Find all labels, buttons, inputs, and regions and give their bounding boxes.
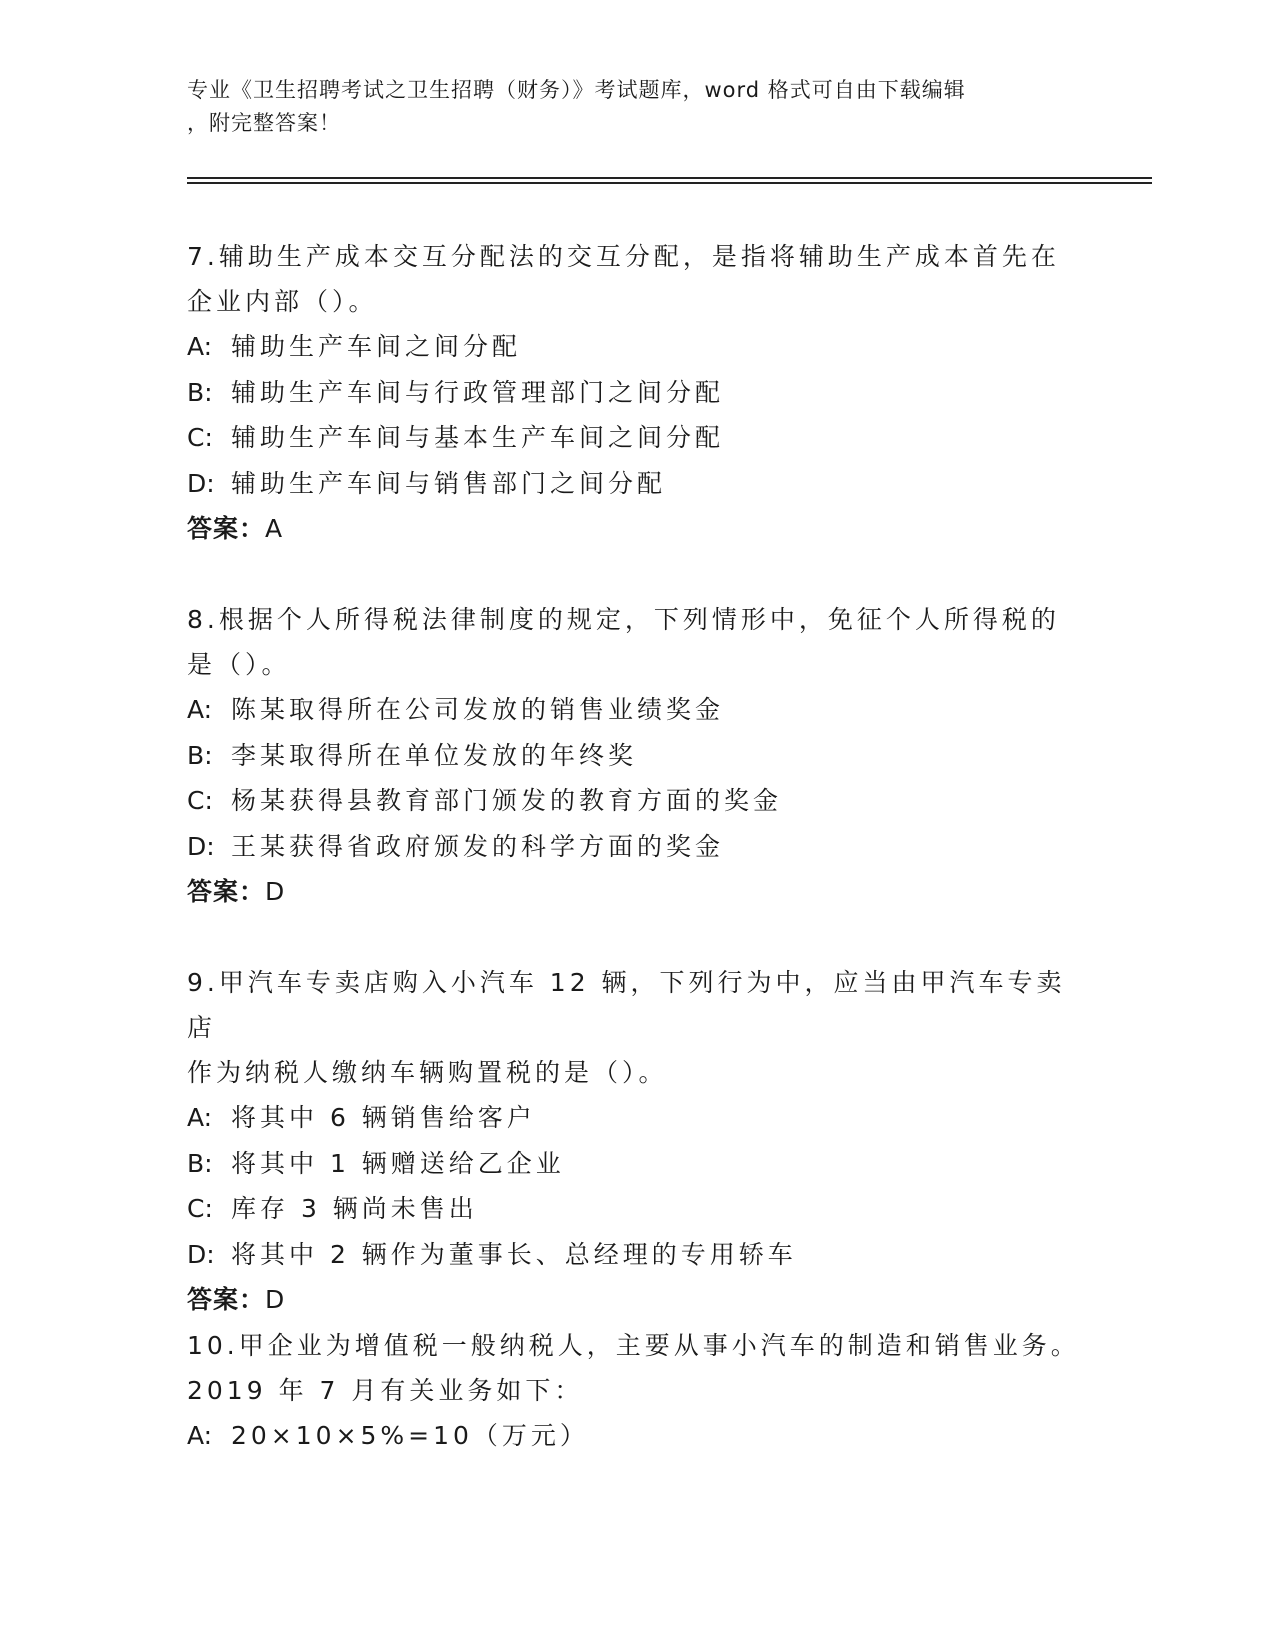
option-text: 辅助生产车间与基本生产车间之间分配	[231, 423, 725, 452]
question-stem-line-1: 8.根据个人所得税法律制度的规定，下列情形中，免征个人所得税的	[187, 605, 1060, 634]
option-c	[187, 778, 1087, 824]
question-stem-line-1: 9.甲汽车专卖店购入小汽车 12 辆，下列行为中，应当由甲汽车专卖店	[187, 968, 1066, 1042]
header-divider-top	[187, 177, 1152, 179]
option-a	[187, 687, 1087, 733]
option-letter: D:	[187, 468, 215, 498]
option-b	[187, 370, 1087, 416]
option-text: 李某取得所在单位发放的年终奖	[231, 740, 638, 770]
answer-label: 答案：	[187, 514, 266, 543]
answer-label: 答案：	[187, 877, 266, 906]
option-b	[187, 1141, 1087, 1187]
option-d	[187, 824, 1087, 870]
answer	[187, 869, 1087, 914]
question-8	[187, 597, 1087, 914]
option-text: 将其中 1 辆赠送给乙企业	[231, 1148, 565, 1178]
question-7	[187, 234, 1087, 551]
header-divider-bottom	[187, 182, 1152, 184]
option-letter: A:	[187, 695, 213, 724]
option-c	[187, 1186, 1087, 1232]
option-text: 辅助生产车间与行政管理部门之间分配	[231, 377, 725, 407]
option-text: 20×10×5%=10（万元）	[231, 1421, 589, 1450]
document-header	[187, 74, 1067, 140]
answer-value: D	[265, 1285, 286, 1314]
option-a	[187, 1095, 1087, 1141]
answer	[187, 506, 1087, 551]
option-text: 王某获得省政府颁发的科学方面的奖金	[231, 831, 725, 861]
answer-label: 答案：	[187, 1285, 266, 1314]
option-text: 库存 3 辆尚未售出	[231, 1194, 478, 1223]
header-line-1: 专业《卫生招聘考试之卫生招聘（财务）》考试题库，word 格式可自由下载编辑	[187, 78, 966, 102]
option-letter: C:	[187, 786, 213, 815]
option-letter: D:	[187, 1239, 215, 1269]
answer-value: A	[265, 514, 284, 543]
question-10	[187, 1323, 1087, 1459]
option-a	[187, 1413, 1087, 1459]
question-stem-line-2: 是（）。	[187, 650, 291, 679]
option-text: 杨某获得县教育部门颁发的教育方面的奖金	[231, 786, 783, 815]
option-letter: A:	[187, 332, 213, 361]
option-c	[187, 415, 1087, 461]
option-a	[187, 324, 1087, 370]
question-stem-line-2: 企业内部（）。	[187, 287, 378, 316]
option-letter: C:	[187, 423, 213, 452]
option-letter: B:	[187, 1148, 213, 1178]
option-letter: A:	[187, 1103, 213, 1132]
option-text: 辅助生产车间之间分配	[231, 332, 522, 361]
question-stem-line-2: 作为纳税人缴纳车辆购置税的是（）。	[187, 1058, 668, 1087]
option-letter: A:	[187, 1421, 213, 1450]
header-line-2: ，附完整答案！	[187, 111, 341, 135]
option-text: 辅助生产车间与销售部门之间分配	[231, 468, 667, 498]
option-letter: B:	[187, 740, 213, 770]
option-text: 陈某取得所在公司发放的销售业绩奖金	[231, 695, 725, 724]
answer-value: D	[265, 877, 286, 906]
answer	[187, 1277, 1087, 1322]
option-letter: C:	[187, 1194, 213, 1223]
question-stem-line-1: 7.辅助生产成本交互分配法的交互分配，是指将辅助生产成本首先在	[187, 242, 1060, 271]
option-d	[187, 1232, 1087, 1278]
option-text: 将其中 6 辆销售给客户	[231, 1103, 536, 1132]
question-9	[187, 960, 1087, 1322]
question-stem-line-1: 10.甲企业为增值税一般纳税人，主要从事小汽车的制造和销售业务。	[187, 1331, 1080, 1360]
option-letter: B:	[187, 377, 213, 407]
question-stem-line-2: 2019 年 7 月有关业务如下：	[187, 1376, 584, 1405]
option-b	[187, 733, 1087, 779]
option-letter: D:	[187, 831, 215, 861]
option-text: 将其中 2 辆作为董事长、总经理的专用轿车	[231, 1239, 797, 1269]
option-d	[187, 461, 1087, 507]
